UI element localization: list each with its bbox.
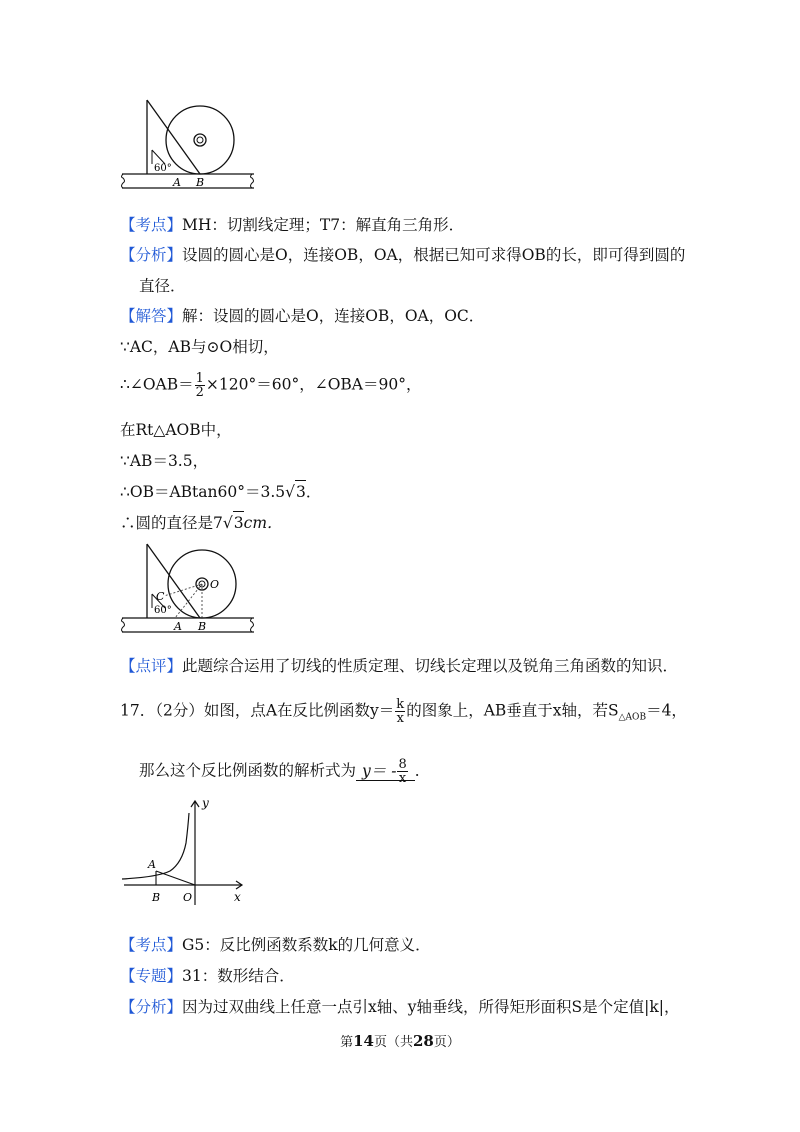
jieda-line-3-post: ×120°＝60°，∠OBA＝90°，: [205, 375, 422, 394]
fenxi-2-text: 因为过双曲线上任意一点引x轴、y轴垂线，所得矩形面积S是个定值|k|，: [182, 998, 680, 1016]
jieda-line-6-post: ．: [305, 483, 322, 501]
figure-hyperbola: [118, 795, 250, 907]
q17-answer-pre: y＝ -: [362, 761, 397, 780]
question-17-line-2: [139, 758, 430, 785]
jieda-line-6-radicand: 3: [295, 480, 306, 503]
fig3-point-a: A: [148, 858, 156, 871]
footer-total-pages: 28: [413, 1032, 434, 1050]
fig2-point-c: C: [156, 590, 165, 603]
q17-answer-num: 8: [398, 757, 407, 772]
jieda-l1: [120, 305, 484, 327]
q17-subscript: △AOB: [618, 712, 647, 723]
fraction-den: 2: [195, 385, 204, 400]
jieda-l5: [120, 450, 208, 472]
zhuanti: [120, 965, 295, 987]
fig3-y-label: y: [202, 796, 209, 810]
q17-l2-pre: 那么这个反比例函数的解析式为: [139, 761, 357, 780]
fraction-num: 1: [195, 371, 204, 386]
q17-den: x: [396, 711, 404, 726]
jieda-l2: [120, 336, 279, 358]
fig1-point-b: B: [196, 176, 205, 189]
kaodian-text: MH：切割线定理；T7：解直角三角形．: [182, 216, 465, 234]
figure-circle-triangle-solution: [120, 538, 260, 638]
jieda-line-6-pre: ∴OB＝ABtan60°＝3.5: [120, 483, 286, 501]
jieda-line-2: ∵AC，AB与⊙O相切，: [120, 338, 279, 356]
footer-mid: 页（共: [373, 1035, 413, 1050]
kaodian-2-tag: 【考点】: [120, 936, 183, 954]
kaodian-2-text: G5：反比例函数系数k的几何意义．: [182, 936, 431, 954]
fenxi-2: [120, 996, 679, 1018]
q17-answer: [356, 757, 415, 786]
q17-answer-fraction: [397, 758, 407, 785]
fig1-point-a: A: [173, 176, 181, 189]
dianping-tag: 【点评】: [120, 657, 183, 675]
q17-pre: 17．（2分）如图，点A在反比例函数y＝: [120, 701, 395, 720]
zhuanti-text: 31：数形结合．: [182, 967, 295, 985]
footer-post: 页）: [433, 1035, 460, 1050]
fenxi-tag: 【分析】: [120, 246, 183, 264]
fig2-point-o: O: [210, 578, 220, 591]
jieda-line-7-radicand: 3: [233, 511, 244, 534]
fig2-point-a: A: [174, 620, 182, 633]
jieda-l3: [120, 372, 421, 399]
fenxi-2-tag: 【分析】: [120, 998, 183, 1016]
jieda-line-7-post: cm．: [243, 514, 283, 532]
fenxi-text-1: 设圆的圆心是O，连接OB，OA，根据已知可求得OB的长，即可得到圆的: [182, 246, 686, 264]
jieda-l6: ∴OB＝ABtan60°＝3.5√3．: [120, 480, 321, 503]
q17-l2-post: ．: [414, 761, 431, 780]
jieda-line-4: 在Rt△AOB中，: [120, 421, 232, 439]
jieda-line-3-pre: ∴∠OAB＝: [120, 375, 194, 394]
fenxi-text-2: 直径．: [139, 277, 186, 295]
jieda-fraction: [195, 372, 205, 399]
jieda-line-5: ∵AB＝3.5，: [120, 452, 209, 470]
question-17-line-1: [120, 698, 687, 729]
kaodian-2: [120, 934, 431, 956]
dianping: [120, 655, 678, 677]
footer-page-number: 14: [353, 1032, 374, 1050]
footer-pre: 第: [340, 1035, 354, 1050]
q17-answer-den: x: [398, 771, 407, 786]
dianping-text: 此题综合运用了切线的性质定理、切线长定理以及锐角三角函数的知识．: [182, 657, 679, 675]
jieda-tag: 【解答】: [120, 307, 183, 325]
fig2-angle-label: 60°: [154, 605, 172, 616]
jieda-line-7-pre: ∴圆的直径是7: [120, 514, 223, 532]
jieda-l4: [120, 419, 232, 441]
q17-post: ＝4，: [646, 701, 687, 720]
fig3-x-label: x: [234, 890, 241, 904]
q17-mid: 的图象上，AB垂直于x轴，若S: [406, 701, 619, 720]
q17-num: k: [396, 697, 405, 712]
q17-fraction: [395, 698, 405, 725]
jieda-l7: ∴圆的直径是7√3cm．: [120, 511, 283, 534]
fig3-point-b: B: [152, 891, 161, 904]
fenxi-1: [120, 244, 685, 266]
page-footer: [0, 1031, 800, 1050]
jieda-line-1: 解：设圆的圆心是O，连接OB，OA，OC．: [182, 307, 485, 325]
zhuanti-tag: 【专题】: [120, 967, 183, 985]
fenxi-1-cont: [139, 275, 186, 297]
fig3-point-o: O: [183, 891, 193, 904]
fig2-point-b: B: [198, 620, 207, 633]
kaodian-tag: 【考点】: [120, 216, 183, 234]
kaodian-1: [120, 214, 464, 236]
fig1-angle-label: 60°: [154, 163, 172, 174]
figure-circle-triangle: [120, 92, 260, 192]
